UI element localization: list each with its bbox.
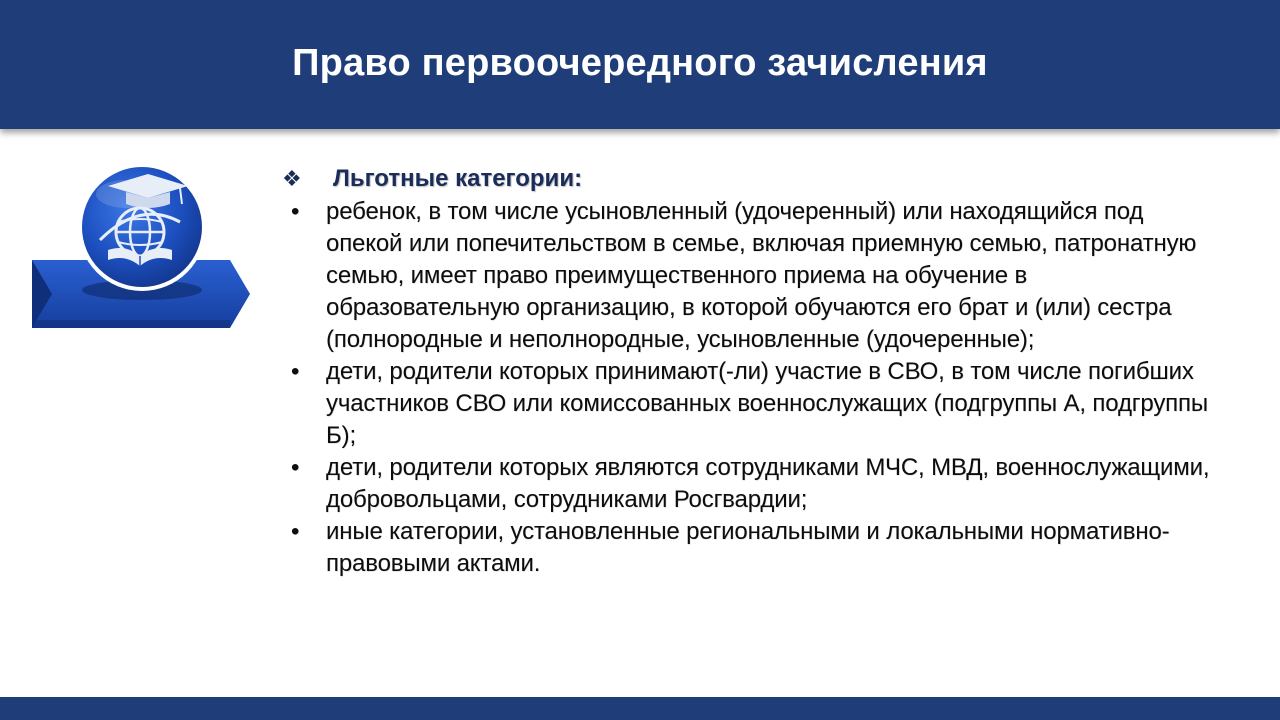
categories-heading: Льготные категории:: [333, 165, 583, 192]
content-block: [282, 162, 1222, 580]
bullet-icon: •: [291, 358, 300, 385]
header-bar: [0, 0, 1280, 129]
bullet-icon: •: [291, 198, 300, 225]
diamond-bullet-icon: ❖: [282, 166, 302, 191]
list-item: [282, 516, 1222, 580]
list-item: [282, 356, 1222, 452]
bullet-icon: •: [291, 518, 300, 545]
list-item: [282, 196, 1222, 356]
heading-row: [282, 162, 1222, 196]
list-item-text: иные категории, установленные региональными и локальными нормативно-правовыми актами.: [326, 518, 1170, 577]
list-item-text: дети, родители которых принимают(-ли) участие в СВО, в том числе погибших участников СВО или комиссованных военнослужащих (подгруппы А, подгруппы Б);: [326, 358, 1208, 449]
categories-list: [282, 196, 1222, 580]
list-item-text: дети, родители которых являются сотрудниками МЧС, МВД, военнослужащими, добровольцами, сотрудниками Росгвардии;: [326, 454, 1210, 513]
footer-bar: [0, 697, 1280, 720]
list-item-text: ребенок, в том числе усыновленный (удочеренный) или находящийся под опекой или попечительством в семье, включая приемную семью, патронатную семью, имеет право преимущественного приема на обучение в образовательную организацию, в которой обучаются его брат и (или) сестра (полнородные и неполнородные, усыновленные (удочеренные);: [326, 198, 1197, 353]
list-item: [282, 452, 1222, 516]
education-logo: [30, 160, 252, 335]
page-title: Право первоочередного зачисления: [292, 42, 988, 84]
graduation-globe-emblem-icon: [30, 160, 252, 335]
bullet-icon: •: [291, 454, 300, 481]
